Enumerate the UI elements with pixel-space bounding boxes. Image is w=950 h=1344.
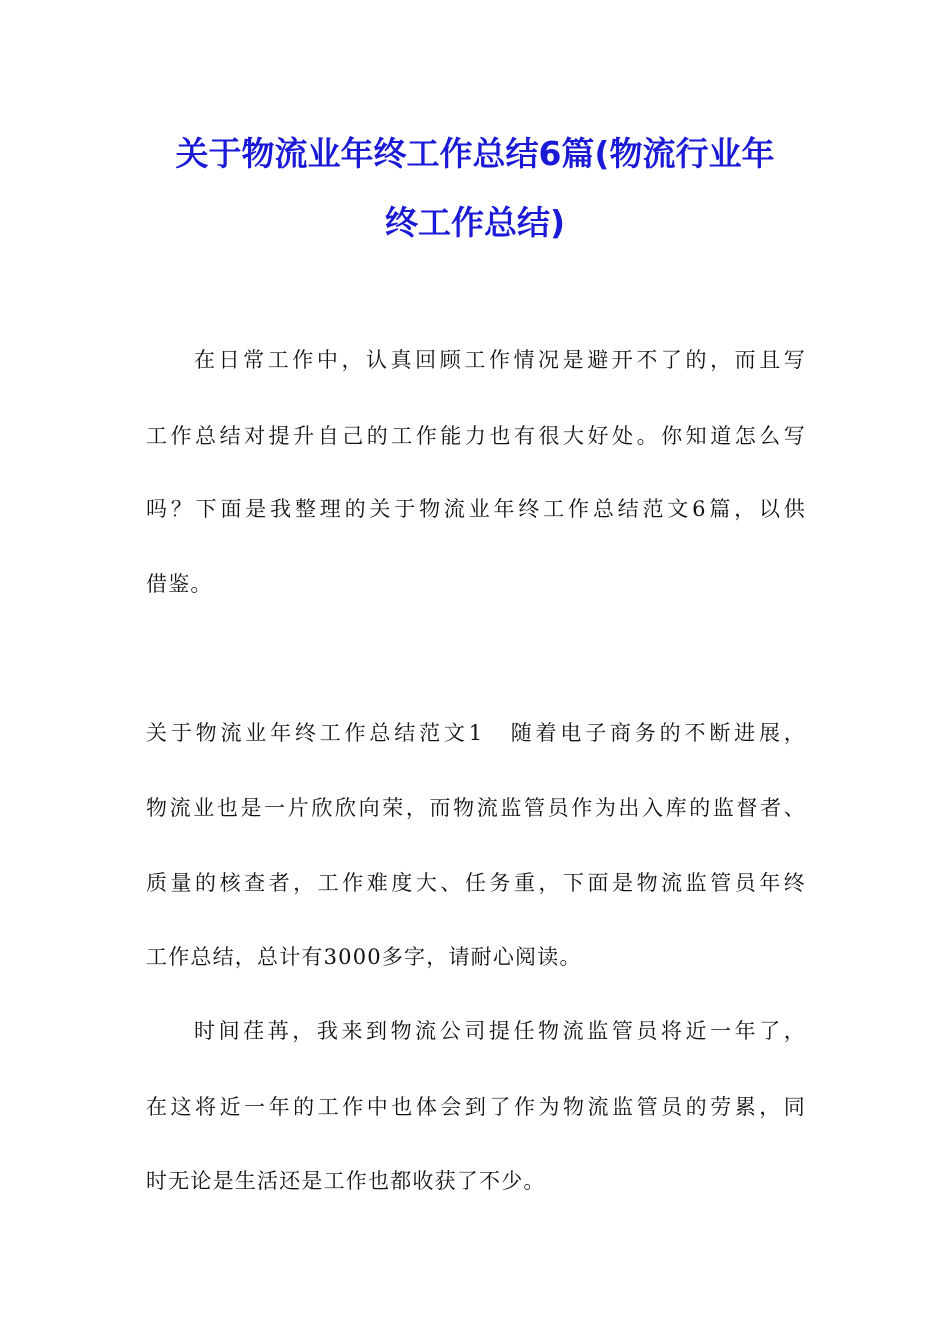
section1-paragraph-line: 关于物流业年终工作总结范文1 随着电子商务的不断进展， [146,721,806,745]
document-title-line-2: 终工作总结) [384,203,566,242]
section2-paragraph-line: 时间荏苒，我来到物流公司提任物流监管员将近一年了， [194,1019,806,1043]
section1-paragraph-line: 质量的核查者，工作难度大、任务重，下面是物流监管员年终 [146,871,806,895]
section1-paragraph-line: 工作总结，总计有3000多字，请耐心阅读。 [146,945,582,969]
section2-paragraph-line: 在这将近一年的工作中也体会到了作为物流监管员的劳累，同 [146,1095,806,1119]
intro-paragraph-line: 借鉴。 [146,572,213,596]
document-title-line-1: 关于物流业年终工作总结6篇(物流行业年 [175,134,775,173]
section2-paragraph-line: 时无论是生活还是工作也都收获了不少。 [146,1169,546,1193]
intro-paragraph-line: 在日常工作中，认真回顾工作情况是避开不了的，而且写 [194,348,806,372]
intro-paragraph-line: 工作总结对提升自己的工作能力也有很大好处。你知道怎么写 [146,424,806,448]
section1-paragraph-line: 物流业也是一片欣欣向荣，而物流监管员作为出入库的监督者、 [146,796,806,820]
intro-paragraph-line: 吗？下面是我整理的关于物流业年终工作总结范文6篇，以供 [146,497,806,521]
